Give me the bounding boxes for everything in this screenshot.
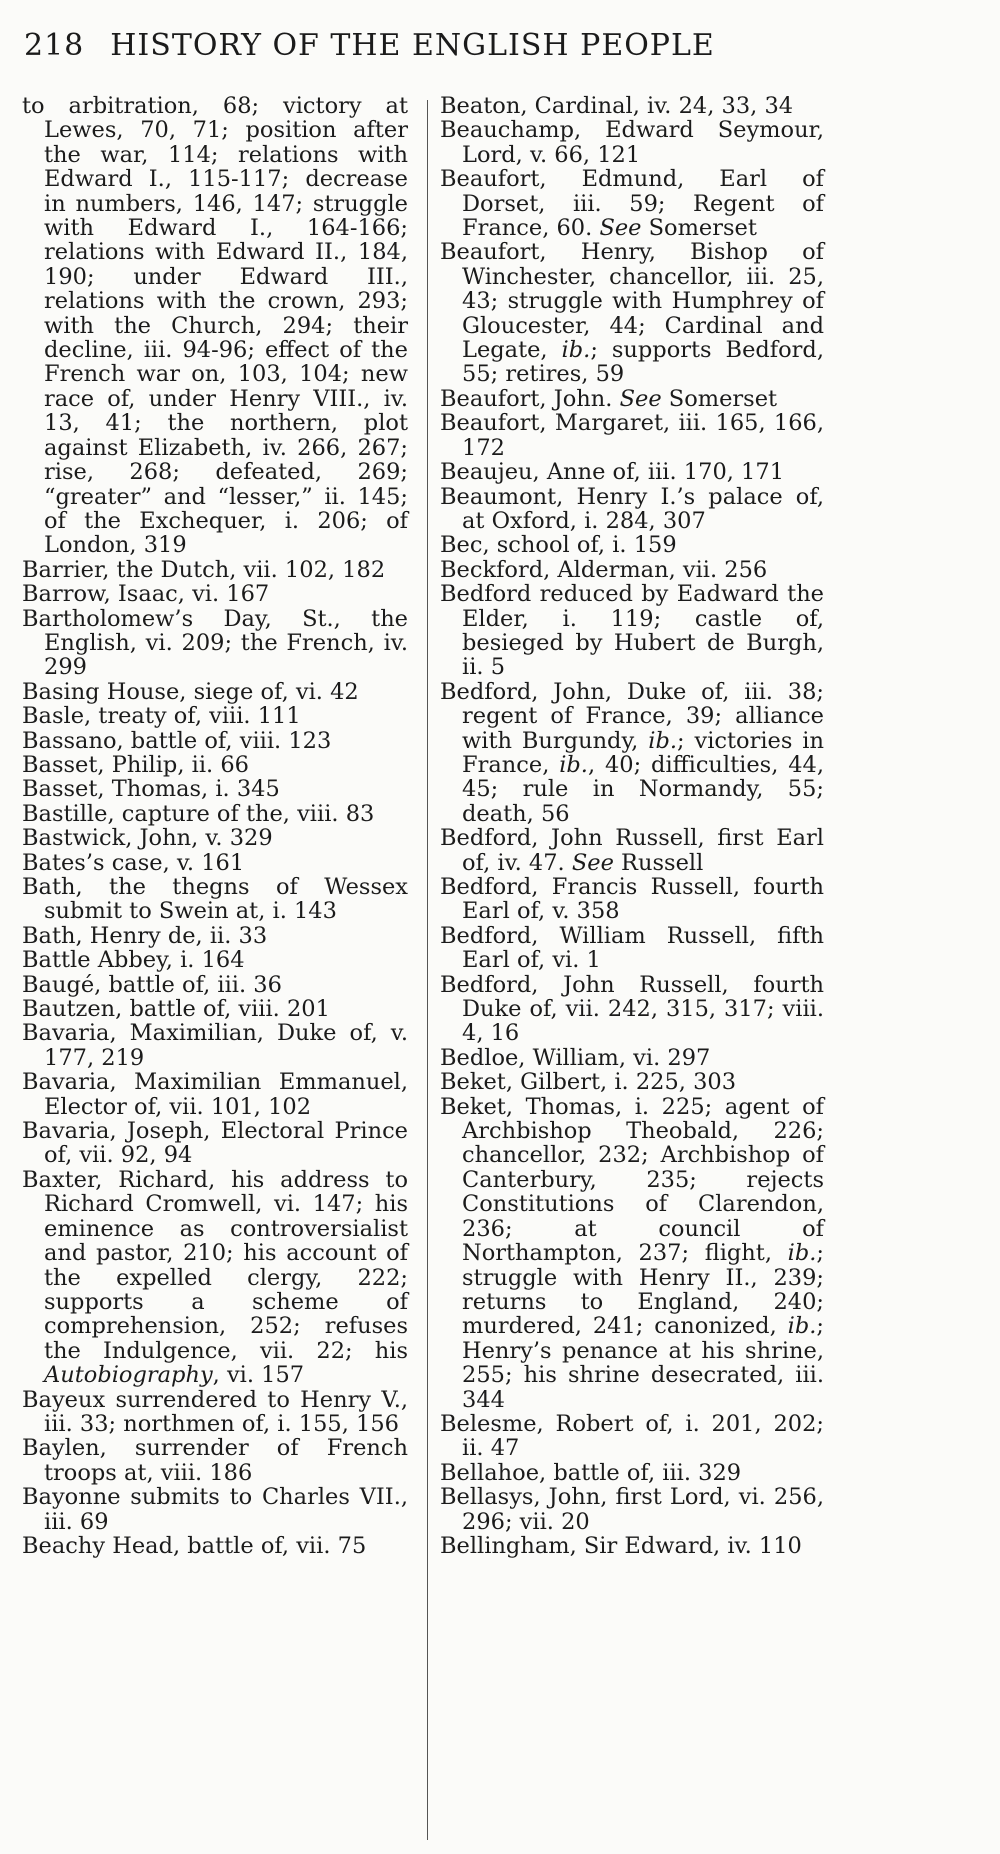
running-title: HISTORY OF THE ENGLISH PEOPLE (110, 28, 715, 63)
index-entry: Beaufort, Margaret, iii. 165, 166, 172 (440, 410, 824, 461)
index-entry: Beaufort, Edmund, Earl of Dorset, iii. 59; Regent of France, 60. See Somerset (440, 166, 824, 242)
index-entry: Bartholomew’s Day, St., the English, vi. 209; the French, iv. 299 (22, 605, 408, 681)
index-entry: Barrier, the Dutch, vii. 102, 182 (22, 556, 386, 583)
index-entry: Bedford, Francis Russell, fourth Earl of, v. 358 (440, 874, 824, 925)
index-entry: Bedford, John Russell, first Earl of, iv. 47. See Russell (440, 825, 824, 876)
index-entry: Basing House, siege of, vi. 42 (22, 678, 359, 705)
index-entry: Beaumont, Henry I.’s palace of, at Oxford, i. 284, 307 (440, 483, 824, 534)
index-entry: Bayonne submits to Charles VII., iii. 69 (22, 1484, 408, 1535)
index-entry: to arbitration, 68; victory at Lewes, 70, 71; position after the war, 114; relations with Edward I., 115-117; decrease in numbers, 146, 147; struggle with Edward I., 164-166; relations with Edward II., 184, 190; under Edward III., relations with the crown, 293; with the Church, 294; their decline, iii. 94-96; effect of the French war on, 103, 104; new race of, under Henry VIII., iv. 13, 41; the northern, plot against Elizabeth, iv. 266, 267; rise, 268; defeated, 269; “greater” and “lesser,” ii. 145; of the Exchequer, i. 206; of London, 319 (22, 93, 408, 559)
index-entry: Bath, Henry de, ii. 33 (22, 922, 268, 949)
index-entry: Bedloe, William, vi. 297 (440, 1044, 711, 1071)
index-column-right (440, 94, 824, 1558)
index-entry: Beaujeu, Anne of, iii. 170, 171 (440, 459, 785, 486)
index-entry: Bedford reduced by Eadward the Elder, i. 119; castle of, besieged by Hubert de Burgh, ii. 5 (440, 581, 824, 681)
index-entry: Beckford, Alderman, vii. 256 (440, 556, 768, 583)
index-entry: Bellingham, Sir Edward, iv. 110 (440, 1532, 802, 1559)
index-entry: Bellahoe, battle of, iii. 329 (440, 1459, 742, 1486)
index-entry: Bates’s case, v. 161 (22, 849, 245, 876)
index-entry: Bassano, battle of, viii. 123 (22, 727, 332, 754)
index-entry: Baugé, battle of, iii. 36 (22, 971, 282, 998)
index-entry: Bedford, John Russell, fourth Duke of, vii. 242, 315, 317; viii. 4, 16 (440, 971, 824, 1047)
index-entry: Bellasys, John, first Lord, vi. 256, 296; vii. 20 (440, 1484, 824, 1535)
page-number: 218 (24, 28, 85, 63)
index-entry: Beaufort, John. See Somerset (440, 385, 778, 412)
index-entry: Bedford, John, Duke of, iii. 38; regent of France, 39; alliance with Burgundy, ib.; victories in France, ib., 40; difficulties, 44, 45; rule in Normandy, 55; death, 56 (440, 678, 824, 827)
index-entry: Bastille, capture of the, viii. 83 (22, 800, 375, 827)
index-entry: Bautzen, battle of, viii. 201 (22, 996, 330, 1023)
index-entry: Baxter, Richard, his address to Richard Cromwell, vi. 147; his eminence as controversialist and pastor, 210; his account of the expelled clergy, 222; supports a scheme of comprehension, 252; refuses the Indulgence, vii. 22; his Autobiography, vi. 157 (22, 1166, 408, 1389)
index-entry: Beauchamp, Edward Seymour, Lord, v. 66, 121 (440, 117, 824, 168)
index-entry: Beket, Thomas, i. 225; agent of Archbishop Theobald, 226; chancellor, 232; Archbishop of Canterbury, 235; rejects Constitutions of Clarendon, 236; at council of Northampton, 237; flight, ib.; struggle with Henry II., 239; returns to England, 240; murdered, 241; canonized, ib.; Henry’s penance at his shrine, 255; his shrine desecrated, iii. 344 (440, 1093, 824, 1413)
index-entry: Beaufort, Henry, Bishop of Winchester, chancellor, iii. 25, 43; struggle with Humphrey of Gloucester, 44; Cardinal and Legate, ib.; supports Bedford, 55; retires, 59 (440, 239, 824, 388)
index-entry: Belesme, Robert of, i. 201, 202; ii. 47 (440, 1410, 824, 1462)
column-divider (427, 100, 428, 1840)
index-entry: Battle Abbey, i. 164 (22, 947, 245, 974)
index-entry: Baylen, surrender of French troops at, viii. 186 (22, 1435, 408, 1486)
index-entry: Bavaria, Maximilian Emmanuel, Elector of, vii. 101, 102 (22, 1069, 408, 1120)
index-entry: Beaton, Cardinal, iv. 24, 33, 34 (440, 93, 794, 119)
index-entry: Bec, school of, i. 159 (440, 532, 677, 559)
index-entry: Basset, Thomas, i. 345 (22, 776, 280, 803)
index-entry: Barrow, Isaac, vi. 167 (22, 581, 270, 608)
index-entry: Bavaria, Maximilian, Duke of, v. 177, 219 (22, 1020, 408, 1071)
index-entry: Bavaria, Joseph, Electoral Prince of, vii. 92, 94 (22, 1118, 408, 1169)
index-entry: Beket, Gilbert, i. 225, 303 (440, 1069, 737, 1096)
index-entry: Basset, Philip, ii. 66 (22, 751, 249, 778)
page-header (24, 28, 864, 63)
index-column-left (22, 94, 408, 1558)
index-entry: Bayeux surrendered to Henry V., iii. 33; northmen of, i. 155, 156 (22, 1386, 408, 1437)
index-entry: Basle, treaty of, viii. 111 (22, 703, 301, 730)
index-entry: Beachy Head, battle of, vii. 75 (22, 1532, 367, 1559)
index-entry: Bedford, William Russell, fifth Earl of, vi. 1 (440, 922, 824, 974)
index-entry: Bath, the thegns of Wessex submit to Swein at, i. 143 (22, 874, 408, 925)
index-entry: Bastwick, John, v. 329 (22, 825, 273, 852)
